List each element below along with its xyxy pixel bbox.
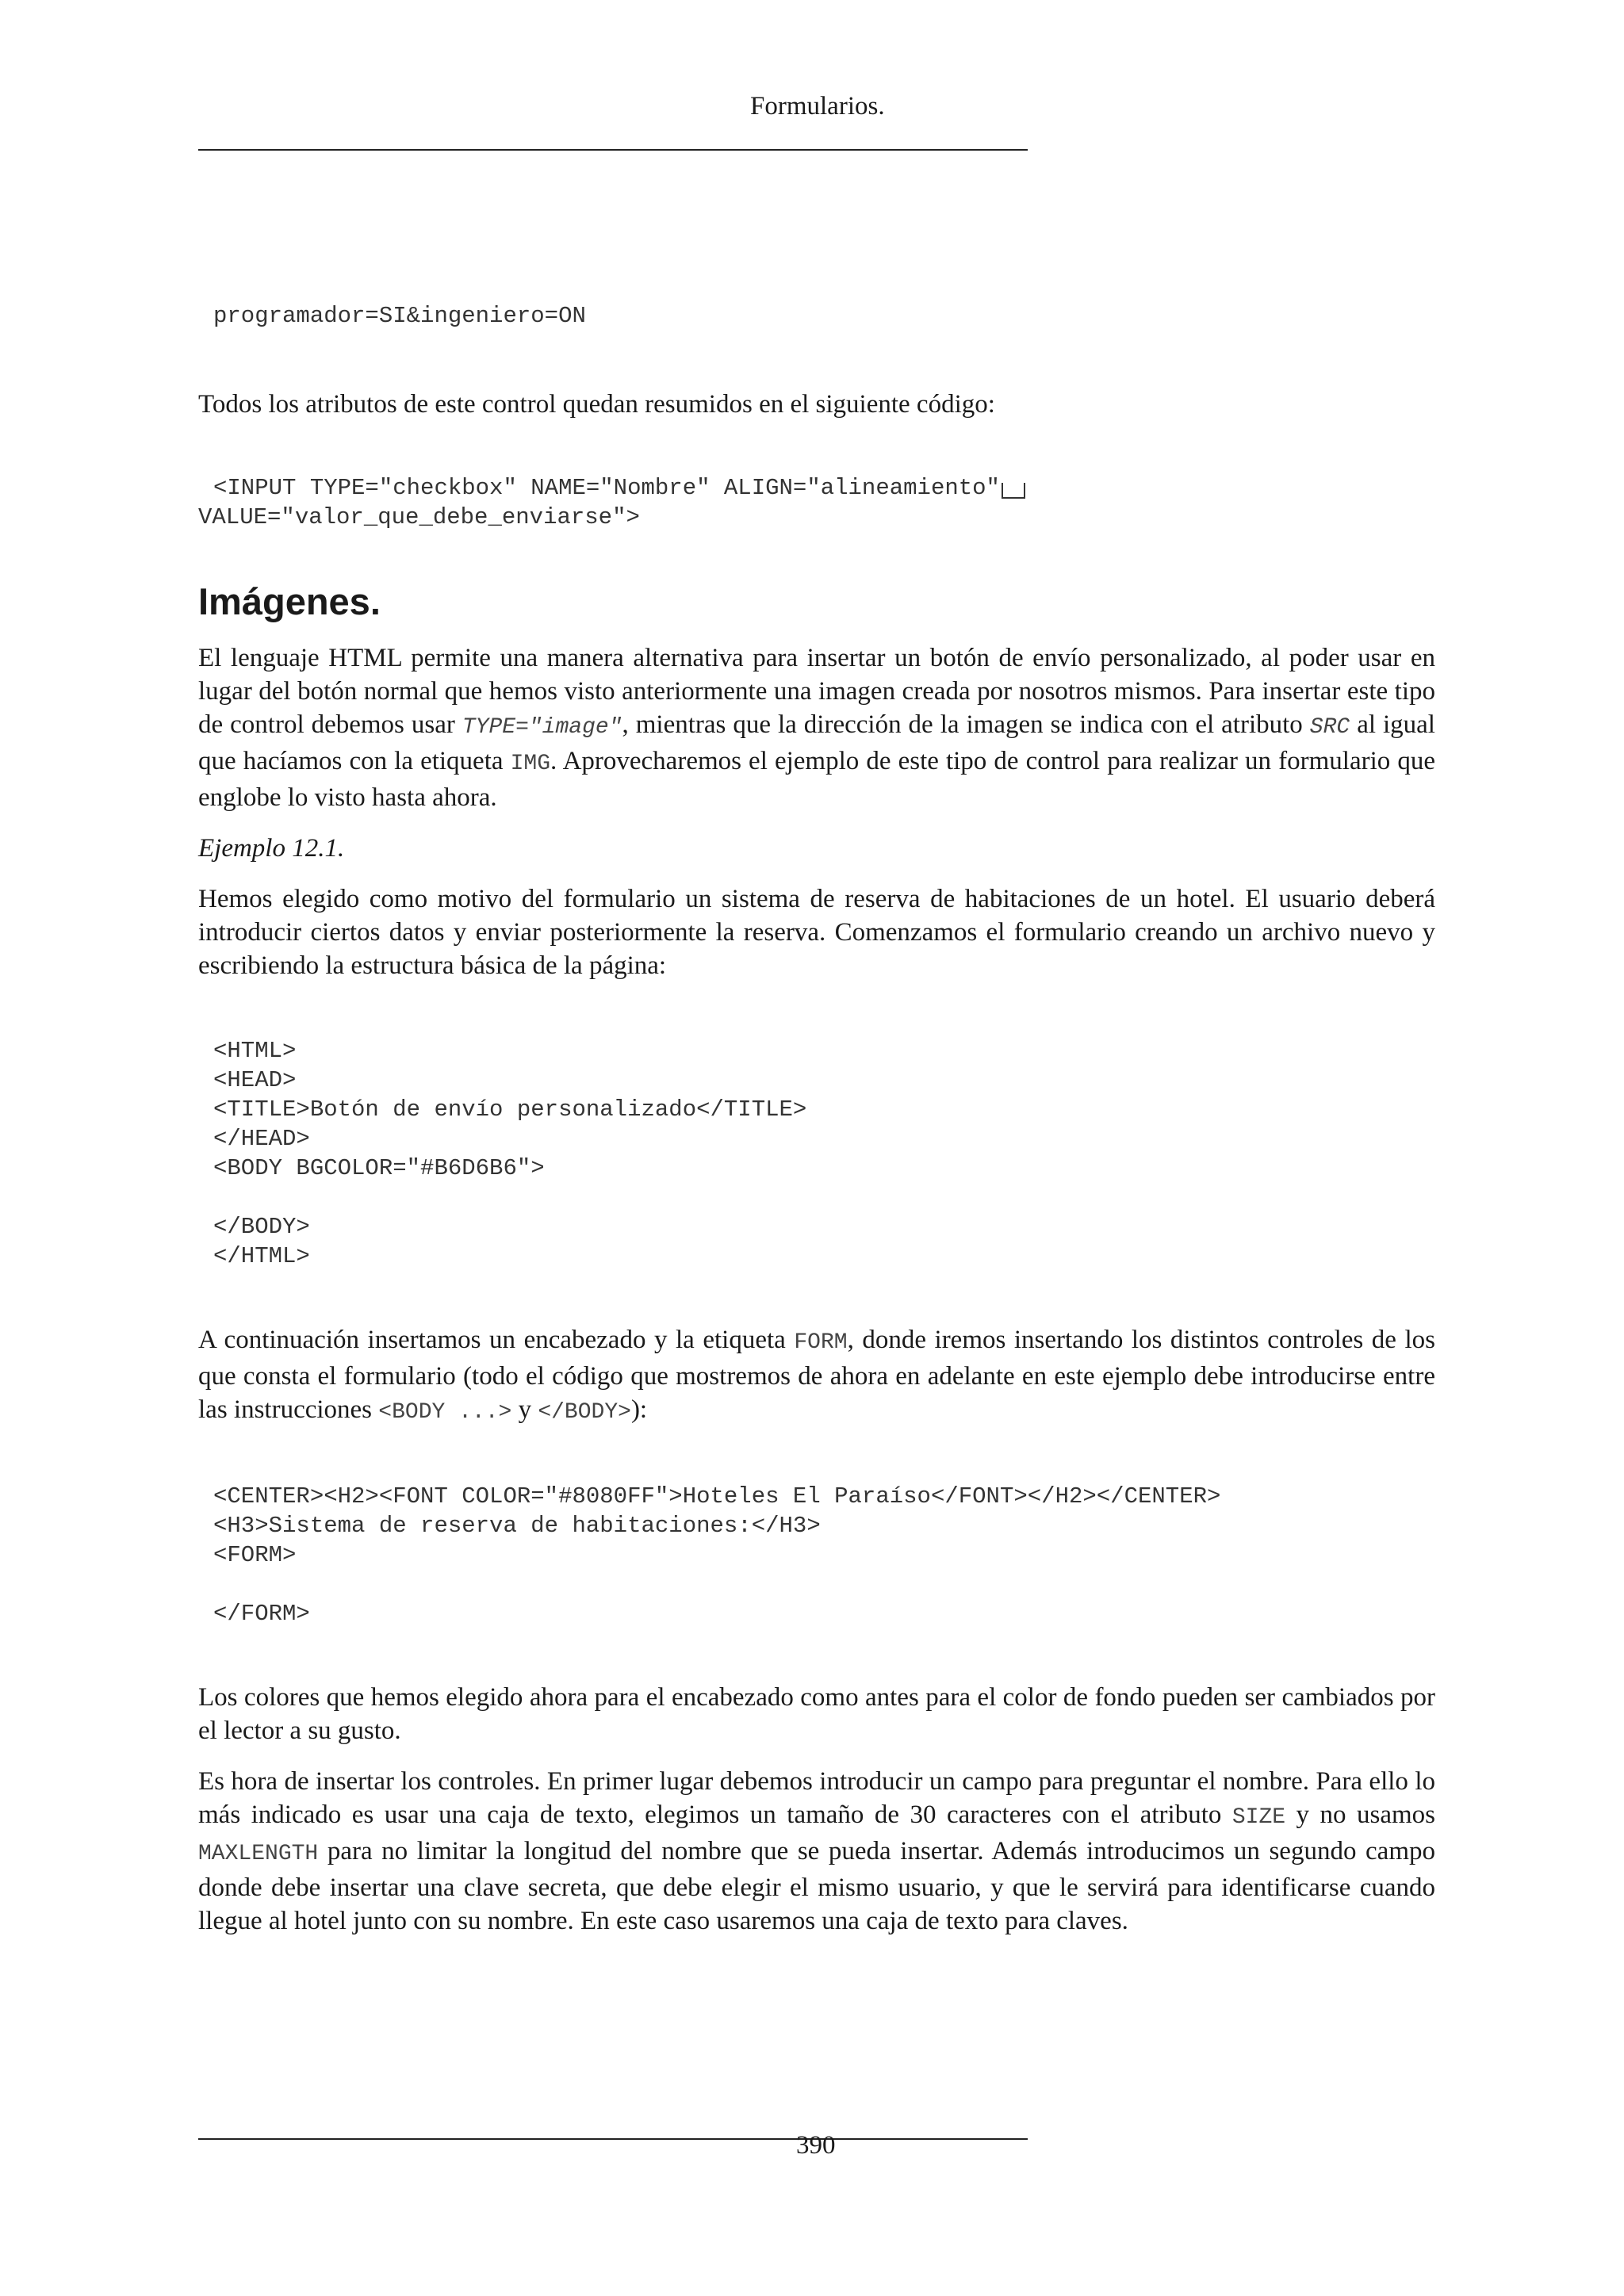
inline-code: FORM (794, 1330, 848, 1355)
code-line: </FORM> (213, 1601, 310, 1627)
paragraph-image-control (198, 641, 1435, 814)
paragraph-colors: Los colores que hemos elegido ahora para el encabezado como antes para el color de fondo pueden ser cambiados por el lector a su gusto. (198, 1683, 1435, 1745)
paragraph-hotel-form: Hemos elegido como motivo del formulario un sistema de reserva de habitaciones de un hotel. El usuario deberá introducir ciertos datos y enviar posteriormente la reserva. Comenzamos el formulario creando un archivo nuevo y escribiendo la estructura básica de la página: (198, 885, 1435, 980)
code-block-header-form (198, 1482, 1435, 1628)
header-rule (198, 149, 1028, 151)
section-heading: Imágenes. (198, 580, 381, 622)
code-line: <BODY BGCOLOR="#B6D6B6"> (213, 1155, 545, 1181)
text-run: y no usamos (1285, 1800, 1436, 1829)
code-line: </BODY> (213, 1214, 310, 1240)
code-block-checkbox (198, 473, 1435, 532)
text-run: Es hora de insertar los controles. En primer lugar debemos introducir un campo para preguntar el nombre. Para ello lo más indicado es usar una caja de texto, elegimos un tamaño de 30 caracteres con el atributo (198, 1767, 1435, 1829)
code-line: VALUE="valor_que_debe_enviarse"> (198, 504, 640, 530)
page-number: 390 (796, 2131, 836, 2160)
paragraph-attributes-summary: Todos los atributos de este control quedan resumidos en el siguiente código: (198, 390, 995, 419)
code-line: <HEAD> (213, 1067, 297, 1093)
code-line: <TITLE>Botón de envío personalizado</TITLE> (213, 1096, 807, 1123)
text-run: , donde iremos insertando los distintos controles de los que consta el formulario (todo el código que mostremos de ahora en adelante en este ejemplo debe introducirse entre las instrucciones (198, 1326, 1435, 1424)
inline-code: MAXLENGTH (198, 1842, 319, 1866)
text-run: A continuación insertamos un encabezado y la etiqueta (198, 1326, 795, 1354)
footer-rule (198, 2138, 1028, 2140)
code-block-html-skeleton (198, 1036, 1435, 1271)
code-line: <INPUT TYPE="checkbox" NAME="Nombre" ALIGN="alineamiento" (213, 475, 1000, 501)
inline-code: TYPE="image" (462, 715, 622, 740)
paragraph-controls (198, 1765, 1435, 1938)
code-line: <HTML> (213, 1038, 297, 1064)
inline-code: SRC (1309, 715, 1350, 740)
code-line: </HEAD> (213, 1126, 310, 1152)
page-content (198, 301, 1435, 1938)
running-title: Formularios. (750, 92, 885, 121)
code-block-query-string (198, 301, 1435, 331)
text-run: , mientras que la dirección de la imagen se indica con el atributo (622, 710, 1310, 739)
text-run: para no limitar la longitud del nombre que se pueda insertar. Además introducimos un segundo campo donde debe insertar una clave secreta, que debe elegir el mismo usuario, y que le servirá para identificarse cuando llegue al hotel junto con su nombre. En este caso usaremos una caja de texto para claves. (198, 1837, 1435, 1935)
code-line: </HTML> (213, 1243, 310, 1269)
code-line: <CENTER><H2><FONT COLOR="#8080FF">Hoteles El Paraíso</FONT></H2></CENTER> (213, 1483, 1221, 1510)
inline-code: IMG (510, 752, 551, 776)
text-run: . Aprovecharemos el ejemplo de este tipo de control para realizar un formulario que englobe lo visto hasta ahora. (198, 747, 1435, 812)
inline-code: </BODY> (538, 1400, 631, 1425)
paragraph-form-tag (198, 1323, 1435, 1429)
text-run: ): (630, 1395, 648, 1424)
inline-code: <BODY ...> (378, 1400, 512, 1425)
example-label: Ejemplo 12.1. (198, 834, 345, 863)
text-run: y (511, 1395, 538, 1424)
text-run: El lenguaje HTML permite una manera alternativa para insertar un botón de envío personalizado, al poder usar en lugar del botón normal que hemos visto anteriormente una imagen creada por nosotros mismos. Para insertar este tipo de control debemos usar (198, 644, 1435, 739)
line-wrap-icon (1002, 483, 1025, 499)
inline-code: SIZE (1231, 1805, 1286, 1830)
code-line: <FORM> (213, 1542, 297, 1568)
text-run: al igual que hacíamos con la etiqueta (198, 710, 1435, 775)
code-line: <H3>Sistema de reserva de habitaciones:</H3> (213, 1513, 821, 1539)
code-line: programador=SI&ingeniero=ON (213, 303, 586, 329)
